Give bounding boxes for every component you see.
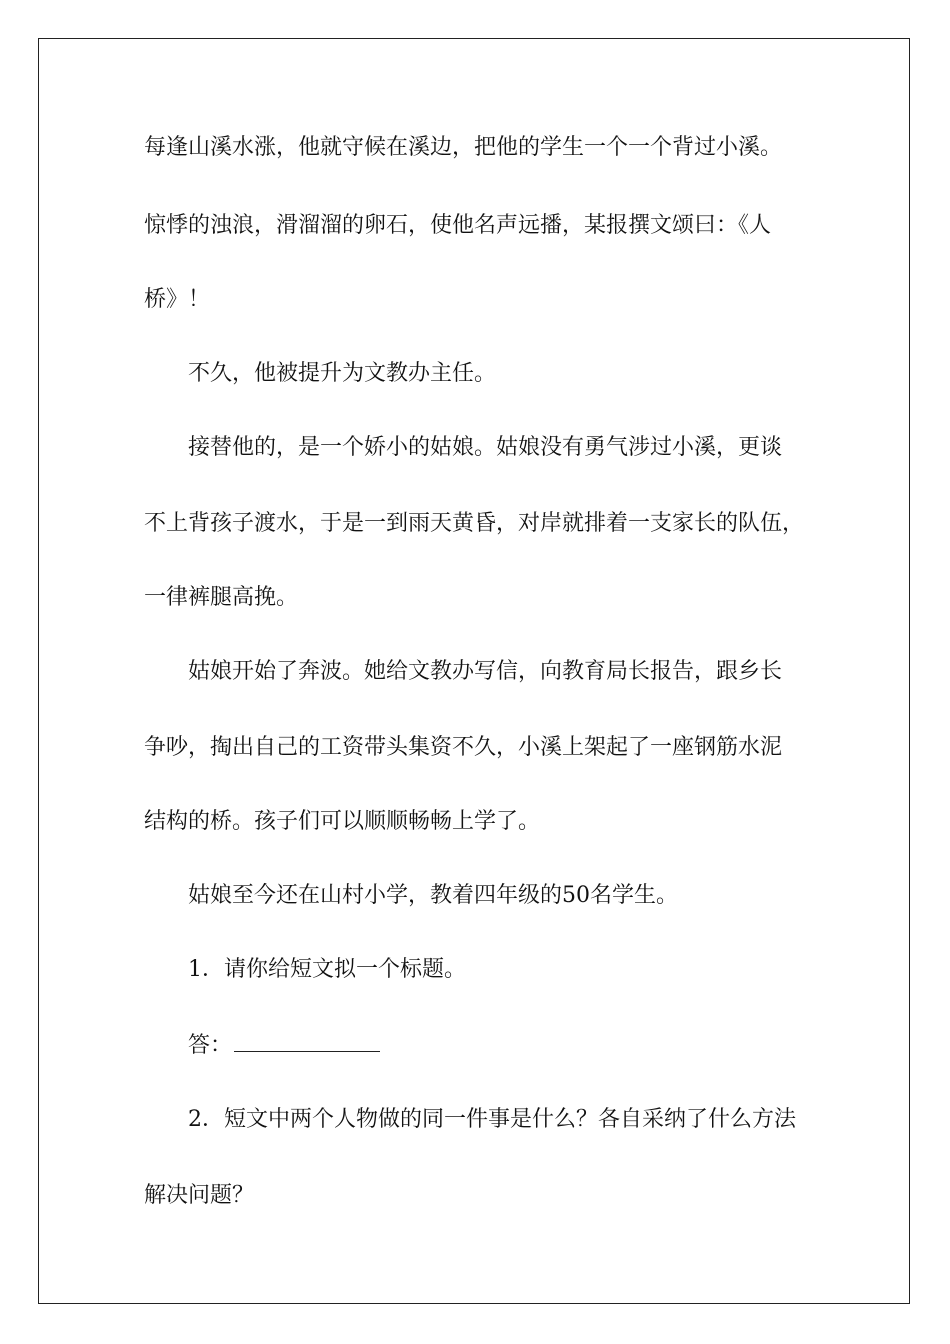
paragraph-line: 每逢山溪水涨，他就守候在溪边，把他的学生一个一个背过小溪。 (144, 135, 783, 160)
paragraph-line: 争吵，掏出自己的工资带头集资不久，小溪上架起了一座钢筋水泥 (144, 735, 783, 760)
paragraph-line: 结构的桥。孩子们可以顺顺畅畅上学了。 (144, 809, 541, 834)
answer-label: 答： (188, 1033, 233, 1058)
paragraph-line: 姑娘至今还在山村小学，教着四年级的50名学生。 (188, 883, 678, 908)
paragraph-line: 一律裤腿高挽。 (144, 585, 299, 610)
paragraph-line: 不上背孩子渡水，于是一到雨天黄昏，对岸就排着一支家长的队伍， (144, 511, 805, 536)
paragraph-line: 不久，他被提升为文教办主任。 (188, 361, 497, 386)
question-2: 2．短文中两个人物做的同一件事是什么？各自采纳了什么方法 (188, 1107, 796, 1132)
paragraph-line: 桥》！ (144, 287, 211, 312)
paragraph-line: 接替他的，是一个娇小的姑娘。姑娘没有勇气涉过小溪，更谈 (188, 435, 783, 460)
answer-line (188, 1030, 868, 1062)
paragraph-line: 姑娘开始了奔波。她给文教办写信，向教育局长报告，跟乡长 (188, 659, 783, 684)
question-1: 1．请你给短文拟一个标题。 (188, 957, 466, 982)
paragraph-line: 惊悸的浊浪，滑溜溜的卵石，使他名声远播，某报撰文颂曰：《人 (144, 213, 772, 238)
paragraph-line: 解决问题？ (144, 1183, 255, 1208)
answer-blank[interactable] (234, 1031, 380, 1052)
